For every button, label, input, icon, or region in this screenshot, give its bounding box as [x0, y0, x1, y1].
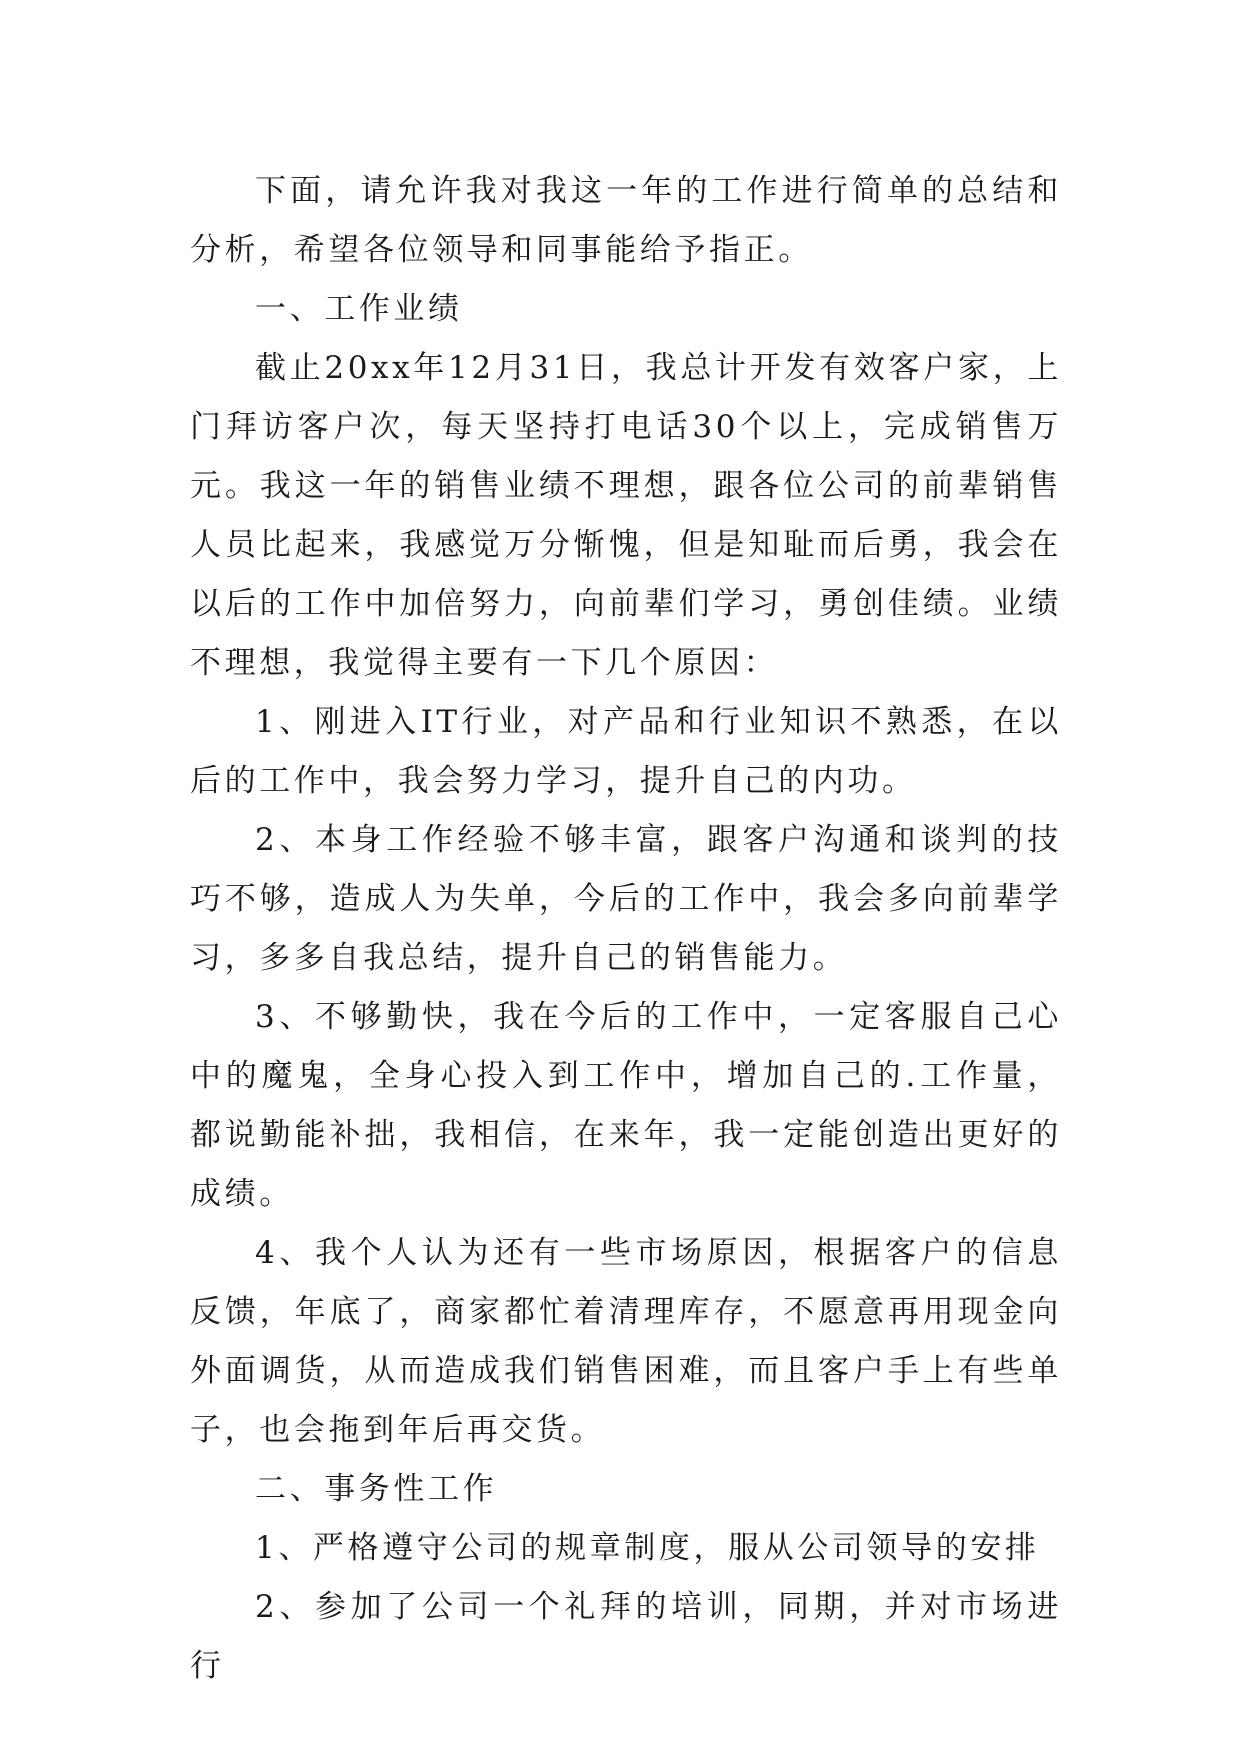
reason-item-3: 3、不够勤快，我在今后的工作中，一定客服自己心中的魔鬼，全身心投入到工作中，增加自己的.工作量，都说勤能补拙，我相信，在来年，我一定能创造出更好的成绩。 [190, 999, 1062, 1212]
reason-item-1: 1、刚进入IT行业，对产品和行业知识不熟悉，在以后的工作中，我会努力学习，提升自己的内功。 [190, 704, 1062, 799]
admin-item-1: 1、严格遵守公司的规章制度，服从公司领导的安排 [255, 1530, 1040, 1566]
intro-paragraph: 下面，请允许我对我这一年的工作进行简单的总结和分析，希望各位领导和同事能给予指正。 [190, 173, 1062, 268]
section-heading-work-performance: 一、工作业绩 [255, 291, 463, 327]
reason-item-4: 4、我个人认为还有一些市场原因，根据客户的信息反馈，年底了，商家都忙着清理库存，不愿意再用现金向外面调货，从而造成我们销售困难，而且客户手上有些单子，也会拖到年后再交货。 [190, 1235, 1062, 1448]
reason-item-2: 2、本身工作经验不够丰富，跟客户沟通和谈判的技巧不够，造成人为失单，今后的工作中，我会多向前辈学习，多多自我总结，提升自己的销售能力。 [190, 822, 1062, 976]
admin-item-2: 2、参加了公司一个礼拜的培训，同期，并对市场进行 [190, 1589, 1062, 1684]
document-body [190, 162, 1062, 1696]
section-heading-administrative-work: 二、事务性工作 [255, 1471, 498, 1507]
performance-paragraph: 截止20xx年12月31日，我总计开发有效客户家，上门拜访客户次，每天坚持打电话30个以上，完成销售万元。我这一年的销售业绩不理想，跟各位公司的前辈销售人员比起来，我感觉万分惭愧，但是知耻而后勇，我会在以后的工作中加倍努力，向前辈们学习，勇创佳绩。业绩不理想，我觉得主要有一下几个原因： [190, 350, 1062, 681]
